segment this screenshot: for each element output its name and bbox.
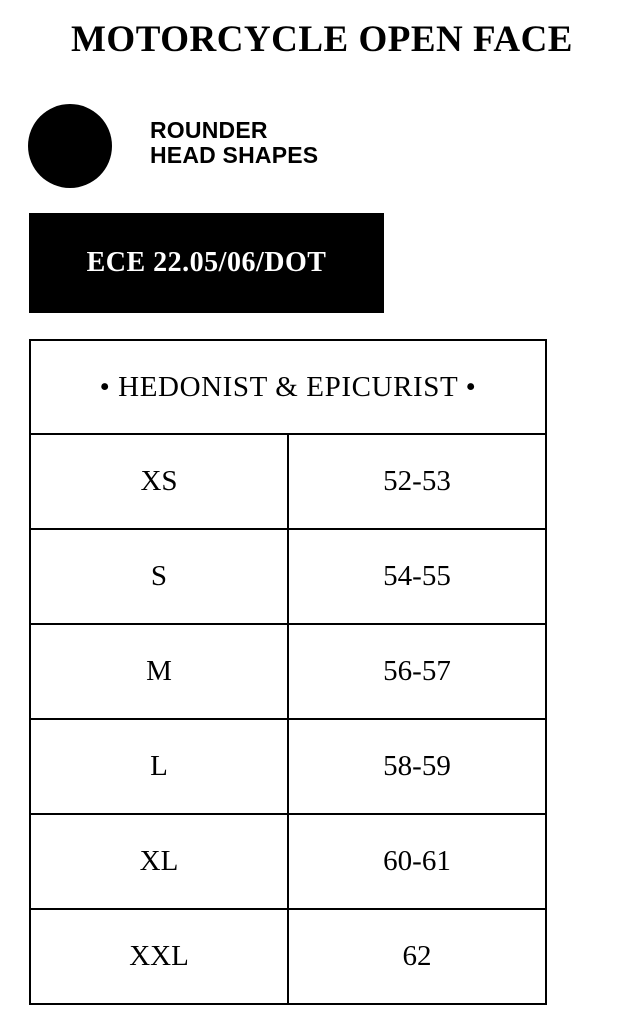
table-row (30, 719, 546, 814)
filled-circle-icon (28, 104, 112, 188)
table-row (30, 814, 546, 909)
head-shape-section (28, 104, 588, 188)
certification-badge (29, 213, 384, 313)
size-cell: M (30, 624, 288, 719)
table-row (30, 909, 546, 1004)
size-cell: XL (30, 814, 288, 909)
table-row (30, 434, 546, 529)
table-header-row (30, 340, 546, 434)
head-shape-line-1: ROUNDER (150, 117, 268, 143)
size-table (29, 339, 547, 1005)
size-cell: L (30, 719, 288, 814)
table-row (30, 624, 546, 719)
measurement-cell: 56-57 (288, 624, 546, 719)
page-title: MOTORCYCLE OPEN FACE (71, 19, 573, 60)
measurement-cell: 62 (288, 909, 546, 1004)
table-header-label: • HEDONIST & EPICURIST • (30, 340, 546, 434)
measurement-cell: 58-59 (288, 719, 546, 814)
table-row (30, 529, 546, 624)
certification-label: ECE 22.05/06/DOT (86, 247, 327, 278)
size-cell: S (30, 529, 288, 624)
head-shape-line-2: HEAD SHAPES (150, 142, 319, 168)
head-shape-label (150, 118, 318, 168)
measurement-cell: 54-55 (288, 529, 546, 624)
measurement-cell: 52-53 (288, 434, 546, 529)
measurement-cell: 60-61 (288, 814, 546, 909)
size-cell: XS (30, 434, 288, 529)
size-cell: XXL (30, 909, 288, 1004)
